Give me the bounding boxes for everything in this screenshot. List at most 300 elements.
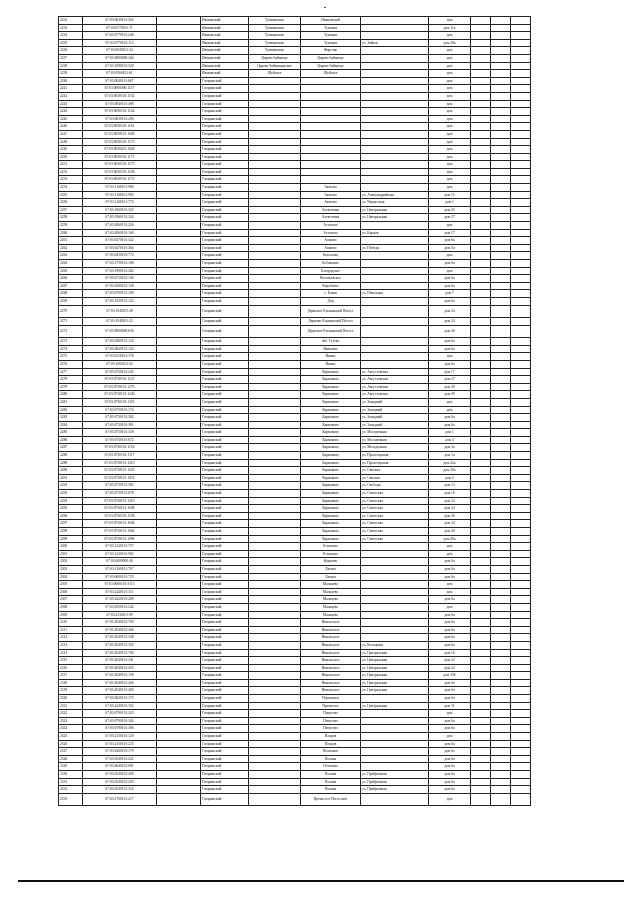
empty-cell — [157, 436, 201, 444]
district: Гагаринский — [201, 100, 249, 108]
row-number: 2250 — [59, 153, 83, 161]
object-type: дом 6а — [429, 679, 471, 687]
table-row — [59, 687, 531, 695]
empty-cell — [491, 214, 511, 222]
empty-cell — [157, 573, 201, 581]
street — [361, 596, 429, 604]
cadastral-number: 67:03:0730101:1074 — [83, 474, 157, 482]
object-type: дом 17 — [429, 229, 471, 237]
object-type: дом — [429, 184, 471, 192]
district: Гагаринский — [201, 649, 249, 657]
locality — [301, 77, 361, 85]
rural-settlement — [249, 474, 301, 482]
cadastral-number: 67:03:0000101:725 — [83, 573, 157, 581]
locality: Кармаково — [301, 383, 361, 391]
empty-cell — [511, 771, 531, 779]
row-number: 2269 — [59, 297, 83, 305]
empty-cell — [511, 168, 531, 176]
district: Гагаринский — [201, 421, 249, 429]
street — [361, 345, 429, 353]
table-row — [59, 611, 531, 619]
empty-cell — [157, 664, 201, 672]
street — [361, 237, 429, 245]
rural-settlement — [249, 550, 301, 558]
cadastral-number: 67:03:0710101:140 — [83, 275, 157, 283]
object-type: дом — [429, 588, 471, 596]
street — [361, 275, 429, 283]
rural-settlement — [249, 436, 301, 444]
empty-cell — [471, 199, 491, 207]
object-type: дом 6а — [429, 573, 471, 581]
empty-cell — [157, 763, 201, 771]
object-type: дом 40а — [429, 535, 471, 543]
cadastral-number: 67:03:1760101:217 — [83, 793, 157, 806]
street — [361, 153, 429, 161]
locality: Покров — [301, 740, 361, 748]
object-type: дом — [429, 85, 471, 93]
district: Ивановский — [201, 24, 249, 32]
empty-cell — [471, 520, 491, 528]
row-number: 2327 — [59, 748, 83, 756]
object-type: дом 6а — [429, 338, 471, 346]
row-number: 2323 — [59, 717, 83, 725]
object-type: дом — [429, 733, 471, 741]
cadastral-number: 67:03:0730101:1046 — [83, 520, 157, 528]
empty-cell — [491, 573, 511, 581]
district: Гагаринский — [201, 771, 249, 779]
empty-cell — [471, 528, 491, 536]
object-type: дом 6а — [429, 565, 471, 573]
rural-settlement — [249, 214, 301, 222]
rural-settlement — [249, 282, 301, 290]
empty-cell — [157, 558, 201, 566]
locality: Ашково — [301, 244, 361, 252]
empty-cell — [511, 267, 531, 275]
empty-cell — [511, 641, 531, 649]
cadastral-number: 67:03:0030101:1175 — [83, 161, 157, 169]
empty-cell — [157, 421, 201, 429]
object-type: дом 18 — [429, 490, 471, 498]
table-row — [59, 573, 531, 581]
empty-cell — [157, 512, 201, 520]
cadastral-number: 67:03:0030101:1173 — [83, 138, 157, 146]
empty-cell — [511, 305, 531, 318]
rural-settlement — [249, 649, 301, 657]
empty-cell — [157, 360, 201, 368]
empty-cell — [511, 54, 531, 62]
street — [361, 710, 429, 718]
empty-cell — [511, 229, 531, 237]
rural-settlement — [249, 77, 301, 85]
empty-cell — [471, 47, 491, 55]
cadastral-number: 67:03:0030101:1040 — [83, 130, 157, 138]
rural-settlement — [249, 740, 301, 748]
empty-cell — [491, 290, 511, 298]
empty-cell — [471, 459, 491, 467]
row-number: 2262 — [59, 244, 83, 252]
locality: Ивино — [301, 360, 361, 368]
locality: Дерново-Ельнинский Погост — [301, 318, 361, 326]
empty-cell — [511, 77, 531, 85]
street — [361, 558, 429, 566]
cadastral-number: 67:03:2040101:784 — [83, 649, 157, 657]
empty-cell — [471, 123, 491, 131]
locality: Кармаково — [301, 474, 361, 482]
street — [361, 603, 429, 611]
row-number: 2234 — [59, 32, 83, 40]
rural-settlement — [249, 191, 301, 199]
locality: Фирсово — [301, 47, 361, 55]
empty-cell — [511, 672, 531, 680]
rural-settlement — [249, 229, 301, 237]
street — [361, 24, 429, 32]
table-row — [59, 318, 531, 326]
empty-cell — [471, 588, 491, 596]
cadastral-number: 67:03:0030101:294 — [83, 115, 157, 123]
district: Гагаринский — [201, 452, 249, 460]
empty-cell — [471, 771, 491, 779]
object-type: дом 13 — [429, 482, 471, 490]
empty-cell — [471, 641, 491, 649]
locality: Кармаково — [301, 528, 361, 536]
locality — [301, 168, 361, 176]
empty-cell — [471, 611, 491, 619]
object-type: дом 26 — [429, 512, 471, 520]
district: Гагаринский — [201, 672, 249, 680]
table-row — [59, 383, 531, 391]
object-type: дом 20а — [429, 39, 471, 47]
empty-cell — [491, 391, 511, 399]
cadastral-number: 67:03:0790101:323 — [83, 710, 157, 718]
district: Гагаринский — [201, 360, 249, 368]
cadastral-number: 67:03:2040101:335 — [83, 641, 157, 649]
empty-cell — [157, 325, 201, 338]
empty-cell — [491, 641, 511, 649]
district: Гагаринский — [201, 482, 249, 490]
cadastral-number: 67:03:2040101:348 — [83, 634, 157, 642]
locality: Бобовыево — [301, 260, 361, 268]
district: Гагаринский — [201, 702, 249, 710]
empty-cell — [511, 345, 531, 353]
empty-cell — [491, 345, 511, 353]
district: Гагаринский — [201, 115, 249, 123]
object-type: дом — [429, 406, 471, 414]
street: ул. Кольцевая — [361, 641, 429, 649]
empty-cell — [511, 664, 531, 672]
empty-cell — [491, 318, 511, 326]
empty-cell — [157, 214, 201, 222]
empty-cell — [511, 244, 531, 252]
district: Гагаринский — [201, 325, 249, 338]
table-row — [59, 391, 531, 399]
empty-cell — [471, 398, 491, 406]
empty-cell — [471, 353, 491, 361]
empty-cell — [511, 717, 531, 725]
empty-cell — [471, 275, 491, 283]
cadastral-number: 67:03:2040101:400 — [83, 687, 157, 695]
locality — [301, 100, 361, 108]
district: Гагаринский — [201, 176, 249, 184]
empty-cell — [471, 565, 491, 573]
empty-cell — [157, 717, 201, 725]
district: Гагаринский — [201, 520, 249, 528]
cadastral-number: 67:03:0730101:174 — [83, 406, 157, 414]
table-row — [59, 596, 531, 604]
empty-cell — [511, 558, 531, 566]
locality: Кармаково — [301, 535, 361, 543]
row-number: 2312 — [59, 634, 83, 642]
cadastral-number: 67:03:0770101:112 — [83, 39, 157, 47]
district: Гагаринский — [201, 252, 249, 260]
empty-cell — [511, 325, 531, 338]
object-type: дом — [429, 92, 471, 100]
district: Гагаринский — [201, 184, 249, 192]
empty-cell — [471, 184, 491, 192]
empty-cell — [157, 634, 201, 642]
empty-cell — [511, 191, 531, 199]
table-row — [59, 505, 531, 513]
empty-cell — [471, 535, 491, 543]
district: Гагаринский — [201, 161, 249, 169]
street — [361, 146, 429, 154]
row-number: 2254 — [59, 184, 83, 192]
cadastral-number: 67:03:0770101:71 — [83, 24, 157, 32]
cadastral-number: 67:03:0000000:1157 — [83, 85, 157, 93]
rural-settlement — [249, 421, 301, 429]
empty-cell — [157, 497, 201, 505]
street — [361, 108, 429, 116]
cadastral-number: 67:03:0730101:1062 — [83, 528, 157, 536]
table-row — [59, 558, 531, 566]
district: Гагаринский — [201, 497, 249, 505]
empty-cell — [157, 252, 201, 260]
empty-cell — [157, 702, 201, 710]
empty-cell — [491, 199, 511, 207]
empty-cell — [511, 550, 531, 558]
empty-cell — [511, 176, 531, 184]
street — [361, 325, 429, 338]
empty-cell — [157, 54, 201, 62]
rural-settlement — [249, 535, 301, 543]
row-number: 2253 — [59, 176, 83, 184]
street: ул. Пролетарская — [361, 459, 429, 467]
empty-cell — [471, 85, 491, 93]
empty-cell — [511, 695, 531, 703]
row-number: 2286 — [59, 436, 83, 444]
table-row — [59, 702, 531, 710]
locality: Кармаково — [301, 421, 361, 429]
rural-settlement: Царево-Займищенское — [249, 62, 301, 70]
empty-cell — [511, 619, 531, 627]
empty-cell — [491, 383, 511, 391]
cadastral-number: 67:03:0730101:1158 — [83, 512, 157, 520]
empty-cell — [511, 421, 531, 429]
empty-cell — [491, 733, 511, 741]
street — [361, 130, 429, 138]
locality: Кармаково — [301, 482, 361, 490]
empty-cell — [511, 17, 531, 25]
object-type: дом — [429, 176, 471, 184]
street — [361, 611, 429, 619]
rural-settlement — [249, 520, 301, 528]
empty-cell — [491, 786, 511, 794]
cadastral-number: 67:03:2150101:120 — [83, 733, 157, 741]
empty-cell — [157, 161, 201, 169]
district: Ивановский — [201, 54, 249, 62]
empty-cell — [157, 733, 201, 741]
locality: Кармаково — [301, 520, 361, 528]
locality: Поляна — [301, 786, 361, 794]
table-row — [59, 100, 531, 108]
locality: Царево-Займище — [301, 62, 361, 70]
rural-settlement — [249, 778, 301, 786]
rural-settlement — [249, 710, 301, 718]
district: Гагаринский — [201, 611, 249, 619]
row-number: 2275 — [59, 353, 83, 361]
empty-cell — [491, 581, 511, 589]
street: ул. Западный — [361, 406, 429, 414]
locality — [301, 92, 361, 100]
object-type: дом 6а — [429, 619, 471, 627]
cadastral-number: 67:03:1940101:23 — [83, 318, 157, 326]
rural-settlement — [249, 702, 301, 710]
empty-cell — [491, 664, 511, 672]
empty-cell — [511, 543, 531, 551]
table-row — [59, 146, 531, 154]
locality: Алексеевка — [301, 214, 361, 222]
empty-cell — [511, 596, 531, 604]
locality: Царево-Займище — [301, 54, 361, 62]
empty-cell — [511, 92, 531, 100]
table-row — [59, 755, 531, 763]
cadastral-number: 67:03:0730101:382 — [83, 414, 157, 422]
empty-cell — [491, 353, 511, 361]
district: Гагаринский — [201, 191, 249, 199]
cadastral-number: 67:03:1220101:902 — [83, 550, 157, 558]
empty-cell — [511, 588, 531, 596]
table-row — [59, 70, 531, 78]
row-number: 2259 — [59, 222, 83, 230]
empty-cell — [471, 436, 491, 444]
district: Гагаринский — [201, 793, 249, 806]
rural-settlement — [249, 482, 301, 490]
cadastral-number: 67:03:0700101:180 — [83, 290, 157, 298]
empty-cell — [511, 710, 531, 718]
cadastral-number: 67:03:2420101:289 — [83, 596, 157, 604]
locality: Кармаково — [301, 429, 361, 437]
district: Гагаринский — [201, 222, 249, 230]
table-row — [59, 436, 531, 444]
street — [361, 748, 429, 756]
district: Гагаринский — [201, 214, 249, 222]
rural-settlement — [249, 793, 301, 806]
locality: Кармаково — [301, 505, 361, 513]
empty-cell — [491, 206, 511, 214]
district: Гагаринский — [201, 619, 249, 627]
locality: Мальцево — [301, 581, 361, 589]
locality: Первомаец — [301, 695, 361, 703]
table-row — [59, 634, 531, 642]
rural-settlement — [249, 467, 301, 475]
district: Гагаринский — [201, 282, 249, 290]
cadastral-number: 67:03:0040101:488 — [83, 100, 157, 108]
rural-settlement — [249, 414, 301, 422]
locality: Ивино — [301, 353, 361, 361]
district: Гагаринский — [201, 755, 249, 763]
empty-cell — [471, 421, 491, 429]
object-type: дом 24 — [429, 318, 471, 326]
empty-cell — [511, 275, 531, 283]
table-row — [59, 191, 531, 199]
cadastral-number: 67:03:2240101:152 — [83, 702, 157, 710]
empty-cell — [491, 565, 511, 573]
empty-cell — [491, 17, 511, 25]
rural-settlement — [249, 596, 301, 604]
empty-cell — [471, 237, 491, 245]
empty-cell — [511, 353, 531, 361]
empty-cell — [471, 702, 491, 710]
empty-cell — [511, 740, 531, 748]
empty-cell — [491, 505, 511, 513]
street: ул. Западный — [361, 398, 429, 406]
empty-cell — [157, 244, 201, 252]
empty-cell — [491, 444, 511, 452]
street: ул. Советская — [361, 520, 429, 528]
locality: Алексеевка — [301, 206, 361, 214]
row-number: 2273 — [59, 338, 83, 346]
locality: Туманов — [301, 39, 361, 47]
locality: Поляна — [301, 755, 361, 763]
district: Гагаринский — [201, 206, 249, 214]
table-row — [59, 138, 531, 146]
empty-cell — [157, 755, 201, 763]
empty-cell — [471, 467, 491, 475]
empty-cell — [471, 490, 491, 498]
cadastral-number: 67:03:1160101:767 — [83, 565, 157, 573]
locality: Мальцево — [301, 603, 361, 611]
empty-cell — [491, 32, 511, 40]
object-type: дом — [429, 581, 471, 589]
empty-cell — [511, 290, 531, 298]
street: ул. Западный — [361, 414, 429, 422]
locality: Поляна — [301, 778, 361, 786]
locality — [301, 161, 361, 169]
table-row — [59, 161, 531, 169]
empty-cell — [157, 459, 201, 467]
street — [361, 260, 429, 268]
empty-cell — [471, 222, 491, 230]
locality: Никольское — [301, 634, 361, 642]
empty-cell — [157, 368, 201, 376]
locality: Никольское — [301, 679, 361, 687]
locality: Мальцево — [301, 596, 361, 604]
empty-cell — [157, 130, 201, 138]
empty-cell — [157, 229, 201, 237]
registry-page — [58, 16, 530, 806]
object-type: дом 31 — [429, 702, 471, 710]
district: Гагаринский — [201, 695, 249, 703]
empty-cell — [157, 138, 201, 146]
cadastral-number: 67:03:2130101:99 — [83, 611, 157, 619]
row-number: 2244 — [59, 108, 83, 116]
empty-cell — [471, 229, 491, 237]
row-number: 2277 — [59, 368, 83, 376]
locality: Кармаково — [301, 391, 361, 399]
row-number: 2285 — [59, 429, 83, 437]
empty-cell — [511, 755, 531, 763]
rural-settlement — [249, 755, 301, 763]
row-number: 2281 — [59, 398, 83, 406]
